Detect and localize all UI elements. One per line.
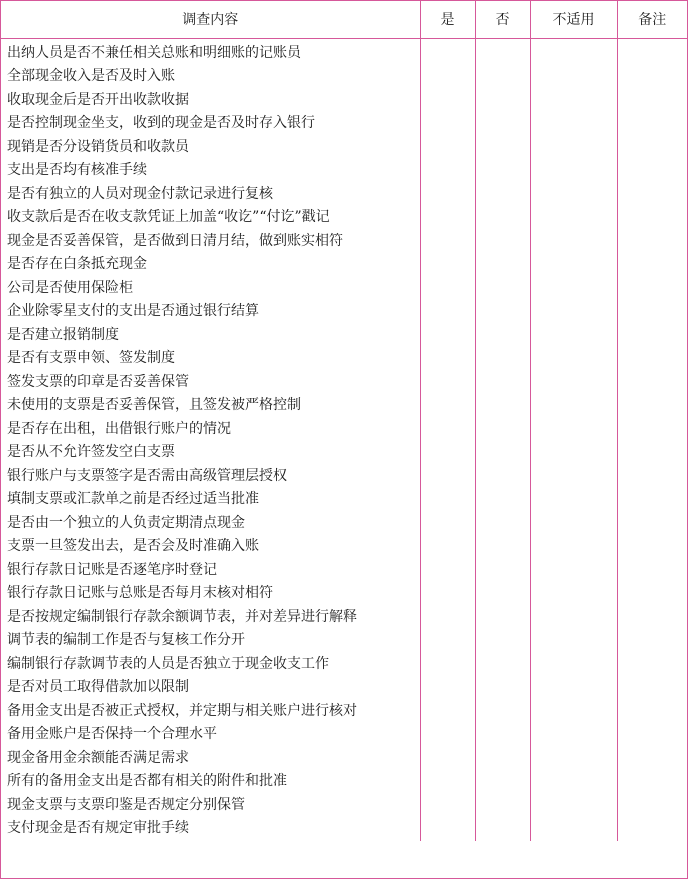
not-applicable-cell[interactable] [530, 206, 617, 230]
note-cell[interactable] [617, 65, 687, 89]
not-applicable-cell[interactable] [530, 700, 617, 724]
note-cell[interactable] [617, 441, 687, 465]
table-row [1, 347, 687, 371]
not-applicable-cell[interactable] [530, 277, 617, 301]
yes-cell[interactable] [420, 112, 475, 136]
no-cell[interactable] [475, 488, 530, 512]
survey-item-text: 银行存款日记账与总账是否每月末核对相符 [7, 585, 273, 601]
no-cell[interactable] [475, 300, 530, 324]
survey-item-text: 现金是否妥善保管，是否做到日清月结，做到账实相符 [7, 232, 343, 249]
table-row [1, 253, 687, 277]
survey-item-text: 现销是否分设销货员和收款员 [7, 138, 189, 155]
note-cell[interactable] [617, 488, 687, 512]
survey-item-text: 现金备用金余额能否满足需求 [7, 749, 189, 766]
header-yes: 是 [420, 1, 475, 38]
table-row [1, 136, 687, 160]
table-row [1, 700, 687, 724]
survey-item-text: 填制支票或汇款单之前是否经过适当批准 [7, 491, 259, 507]
survey-item-text: 未使用的支票是否妥善保管，且签发被严格控制 [7, 397, 301, 413]
yes-cell[interactable] [420, 488, 475, 512]
note-cell[interactable] [617, 300, 687, 324]
not-applicable-cell[interactable] [530, 347, 617, 371]
note-cell[interactable] [617, 418, 687, 442]
yes-cell[interactable] [420, 606, 475, 630]
yes-cell[interactable] [420, 559, 475, 583]
table-row [1, 817, 687, 841]
note-cell[interactable] [617, 253, 687, 277]
not-applicable-cell[interactable] [530, 606, 617, 630]
survey-item-text: 支出是否均有核准手续 [7, 162, 147, 178]
note-cell[interactable] [617, 89, 687, 113]
survey-rows [1, 38, 687, 841]
survey-item-text: 现金支票与支票印鉴是否规定分别保管 [7, 796, 245, 813]
table-row [1, 371, 687, 395]
yes-cell[interactable] [420, 817, 475, 841]
not-applicable-cell[interactable] [530, 747, 617, 771]
no-cell[interactable] [475, 65, 530, 89]
table-row [1, 230, 687, 254]
yes-cell[interactable] [420, 676, 475, 700]
yes-cell[interactable] [420, 183, 475, 207]
note-cell[interactable] [617, 183, 687, 207]
yes-cell[interactable] [420, 206, 475, 230]
table-row [1, 512, 687, 536]
internal-control-survey-table [1, 1, 687, 841]
table-row [1, 112, 687, 136]
no-cell[interactable] [475, 371, 530, 395]
no-cell[interactable] [475, 277, 530, 301]
table-row [1, 183, 687, 207]
no-cell[interactable] [475, 324, 530, 348]
no-cell[interactable] [475, 230, 530, 254]
no-cell[interactable] [475, 723, 530, 747]
not-applicable-cell[interactable] [530, 817, 617, 841]
no-cell[interactable] [475, 112, 530, 136]
note-cell[interactable] [617, 770, 687, 794]
yes-cell[interactable] [420, 582, 475, 606]
survey-item-text: 出纳人员是否不兼任相关总账和明细账的记账员 [7, 44, 301, 61]
no-cell[interactable] [475, 418, 530, 442]
note-cell[interactable] [617, 653, 687, 677]
yes-cell[interactable] [420, 371, 475, 395]
not-applicable-cell[interactable] [530, 230, 617, 254]
not-applicable-cell[interactable] [530, 324, 617, 348]
note-cell[interactable] [617, 347, 687, 371]
not-applicable-cell[interactable] [530, 253, 617, 277]
note-cell[interactable] [617, 700, 687, 724]
table-row [1, 300, 687, 324]
not-applicable-cell[interactable] [530, 559, 617, 583]
survey-item-text: 企业除零星支付的支出是否通过银行结算 [7, 303, 259, 319]
not-applicable-cell[interactable] [530, 653, 617, 677]
survey-item-text: 公司是否使用保险柜 [7, 279, 133, 296]
not-applicable-cell[interactable] [530, 65, 617, 89]
yes-cell[interactable] [420, 394, 475, 418]
table-row [1, 629, 687, 653]
note-cell[interactable] [617, 38, 687, 65]
yes-cell[interactable] [420, 441, 475, 465]
header-content: 调查内容 [1, 1, 420, 38]
yes-cell[interactable] [420, 38, 475, 65]
table-row [1, 535, 687, 559]
note-cell[interactable] [617, 559, 687, 583]
not-applicable-cell[interactable] [530, 441, 617, 465]
table-row [1, 606, 687, 630]
not-applicable-cell[interactable] [530, 371, 617, 395]
note-cell[interactable] [617, 582, 687, 606]
no-cell[interactable] [475, 535, 530, 559]
not-applicable-cell[interactable] [530, 512, 617, 536]
note-cell[interactable] [617, 512, 687, 536]
table-row [1, 794, 687, 818]
note-cell[interactable] [617, 324, 687, 348]
table-row [1, 65, 687, 89]
not-applicable-cell[interactable] [530, 394, 617, 418]
no-cell[interactable] [475, 582, 530, 606]
note-cell[interactable] [617, 794, 687, 818]
no-cell[interactable] [475, 700, 530, 724]
no-cell[interactable] [475, 817, 530, 841]
survey-item-text: 是否控制现金坐支，收到的现金是否及时存入银行 [7, 115, 315, 131]
table-row [1, 89, 687, 113]
no-cell[interactable] [475, 38, 530, 65]
yes-cell[interactable] [420, 653, 475, 677]
table-row [1, 770, 687, 794]
not-applicable-cell[interactable] [530, 770, 617, 794]
not-applicable-cell[interactable] [530, 582, 617, 606]
yes-cell[interactable] [420, 770, 475, 794]
no-cell[interactable] [475, 183, 530, 207]
not-applicable-cell[interactable] [530, 89, 617, 113]
not-applicable-cell[interactable] [530, 535, 617, 559]
no-cell[interactable] [475, 559, 530, 583]
no-cell[interactable] [475, 206, 530, 230]
yes-cell[interactable] [420, 723, 475, 747]
survey-item-text: 备用金账户是否保持一个合理水平 [7, 726, 217, 742]
no-cell[interactable] [475, 653, 530, 677]
yes-cell[interactable] [420, 65, 475, 89]
no-cell[interactable] [475, 465, 530, 489]
header-row [1, 1, 687, 38]
survey-item-text: 是否从不允许签发空白支票 [7, 444, 175, 460]
table-row [1, 206, 687, 230]
note-cell[interactable] [617, 465, 687, 489]
table-row [1, 159, 687, 183]
not-applicable-cell[interactable] [530, 38, 617, 65]
table-row [1, 394, 687, 418]
note-cell[interactable] [617, 277, 687, 301]
yes-cell[interactable] [420, 136, 475, 160]
yes-cell[interactable] [420, 465, 475, 489]
table-row [1, 582, 687, 606]
no-cell[interactable] [475, 794, 530, 818]
survey-item-text: 全部现金收入是否及时入账 [7, 68, 175, 84]
note-cell[interactable] [617, 206, 687, 230]
yes-cell[interactable] [420, 347, 475, 371]
no-cell[interactable] [475, 770, 530, 794]
table-row [1, 38, 687, 65]
note-cell[interactable] [617, 606, 687, 630]
survey-item-text: 支付现金是否有规定审批手续 [7, 820, 189, 836]
survey-item-text: 调节表的编制工作是否与复核工作分开 [7, 632, 245, 648]
table-row [1, 418, 687, 442]
note-cell[interactable] [617, 817, 687, 841]
note-cell[interactable] [617, 159, 687, 183]
table-row [1, 676, 687, 700]
not-applicable-cell[interactable] [530, 183, 617, 207]
table-row [1, 747, 687, 771]
no-cell[interactable] [475, 606, 530, 630]
not-applicable-cell[interactable] [530, 723, 617, 747]
no-cell[interactable] [475, 136, 530, 160]
survey-item-text: 是否存在白条抵充现金 [7, 256, 147, 272]
note-cell[interactable] [617, 112, 687, 136]
no-cell[interactable] [475, 512, 530, 536]
not-applicable-cell[interactable] [530, 488, 617, 512]
no-cell[interactable] [475, 747, 530, 771]
survey-item-text: 银行存款日记账是否逐笔序时登记 [7, 561, 217, 578]
not-applicable-cell[interactable] [530, 300, 617, 324]
yes-cell[interactable] [420, 535, 475, 559]
not-applicable-cell[interactable] [530, 112, 617, 136]
not-applicable-cell[interactable] [530, 159, 617, 183]
survey-item-text: 签发支票的印章是否妥善保管 [7, 373, 189, 390]
yes-cell[interactable] [420, 324, 475, 348]
table-row [1, 559, 687, 583]
yes-cell[interactable] [420, 277, 475, 301]
table-row [1, 465, 687, 489]
yes-cell[interactable] [420, 300, 475, 324]
survey-item-text: 是否有独立的人员对现金付款记录进行复核 [7, 185, 273, 202]
yes-cell[interactable] [420, 159, 475, 183]
yes-cell[interactable] [420, 253, 475, 277]
table-row [1, 488, 687, 512]
header-no: 否 [475, 1, 530, 38]
yes-cell[interactable] [420, 700, 475, 724]
not-applicable-cell[interactable] [530, 794, 617, 818]
header-not-applicable: 不适用 [530, 1, 617, 38]
yes-cell[interactable] [420, 230, 475, 254]
no-cell[interactable] [475, 89, 530, 113]
table-row [1, 277, 687, 301]
note-cell[interactable] [617, 629, 687, 653]
survey-item-text: 是否按规定编制银行存款余额调节表，并对差异进行解释 [7, 608, 357, 625]
yes-cell[interactable] [420, 89, 475, 113]
yes-cell[interactable] [420, 418, 475, 442]
yes-cell[interactable] [420, 629, 475, 653]
survey-item-text: 收支款后是否在收支款凭证上加盖“收讫”“付讫”戳记 [7, 209, 330, 225]
survey-item-text: 是否建立报销制度 [7, 326, 119, 343]
yes-cell[interactable] [420, 512, 475, 536]
table-row [1, 441, 687, 465]
no-cell[interactable] [475, 159, 530, 183]
no-cell[interactable] [475, 347, 530, 371]
table-row [1, 653, 687, 677]
survey-item-text: 备用金支出是否被正式授权，并定期与相关账户进行核对 [7, 702, 357, 719]
survey-item-text: 是否由一个独立的人负责定期清点现金 [7, 514, 245, 531]
table-row [1, 723, 687, 747]
note-cell[interactable] [617, 723, 687, 747]
not-applicable-cell[interactable] [530, 465, 617, 489]
note-cell[interactable] [617, 136, 687, 160]
not-applicable-cell[interactable] [530, 136, 617, 160]
survey-item-text: 是否对员工取得借款加以限制 [7, 679, 189, 695]
note-cell[interactable] [617, 676, 687, 700]
not-applicable-cell[interactable] [530, 418, 617, 442]
survey-item-text: 编制银行存款调节表的人员是否独立于现金收支工作 [7, 655, 329, 672]
survey-item-text: 收取现金后是否开出收款收据 [7, 91, 189, 108]
not-applicable-cell[interactable] [530, 629, 617, 653]
survey-item-text: 支票一旦签发出去，是否会及时准确入账 [7, 538, 259, 554]
survey-item-text: 银行账户与支票签字是否需由高级管理层授权 [7, 467, 287, 484]
note-cell[interactable] [617, 394, 687, 418]
yes-cell[interactable] [420, 747, 475, 771]
no-cell[interactable] [475, 629, 530, 653]
survey-item-text: 是否有支票申领、签发制度 [7, 350, 175, 366]
yes-cell[interactable] [420, 794, 475, 818]
survey-item-text: 所有的备用金支出是否都有相关的附件和批准 [7, 773, 287, 789]
no-cell[interactable] [475, 441, 530, 465]
header-note: 备注 [617, 1, 687, 38]
note-cell[interactable] [617, 535, 687, 559]
note-cell[interactable] [617, 230, 687, 254]
no-cell[interactable] [475, 676, 530, 700]
no-cell[interactable] [475, 394, 530, 418]
not-applicable-cell[interactable] [530, 676, 617, 700]
survey-item-text: 是否存在出租，出借银行账户的情况 [7, 420, 231, 437]
note-cell[interactable] [617, 747, 687, 771]
no-cell[interactable] [475, 253, 530, 277]
note-cell[interactable] [617, 371, 687, 395]
table-row [1, 324, 687, 348]
